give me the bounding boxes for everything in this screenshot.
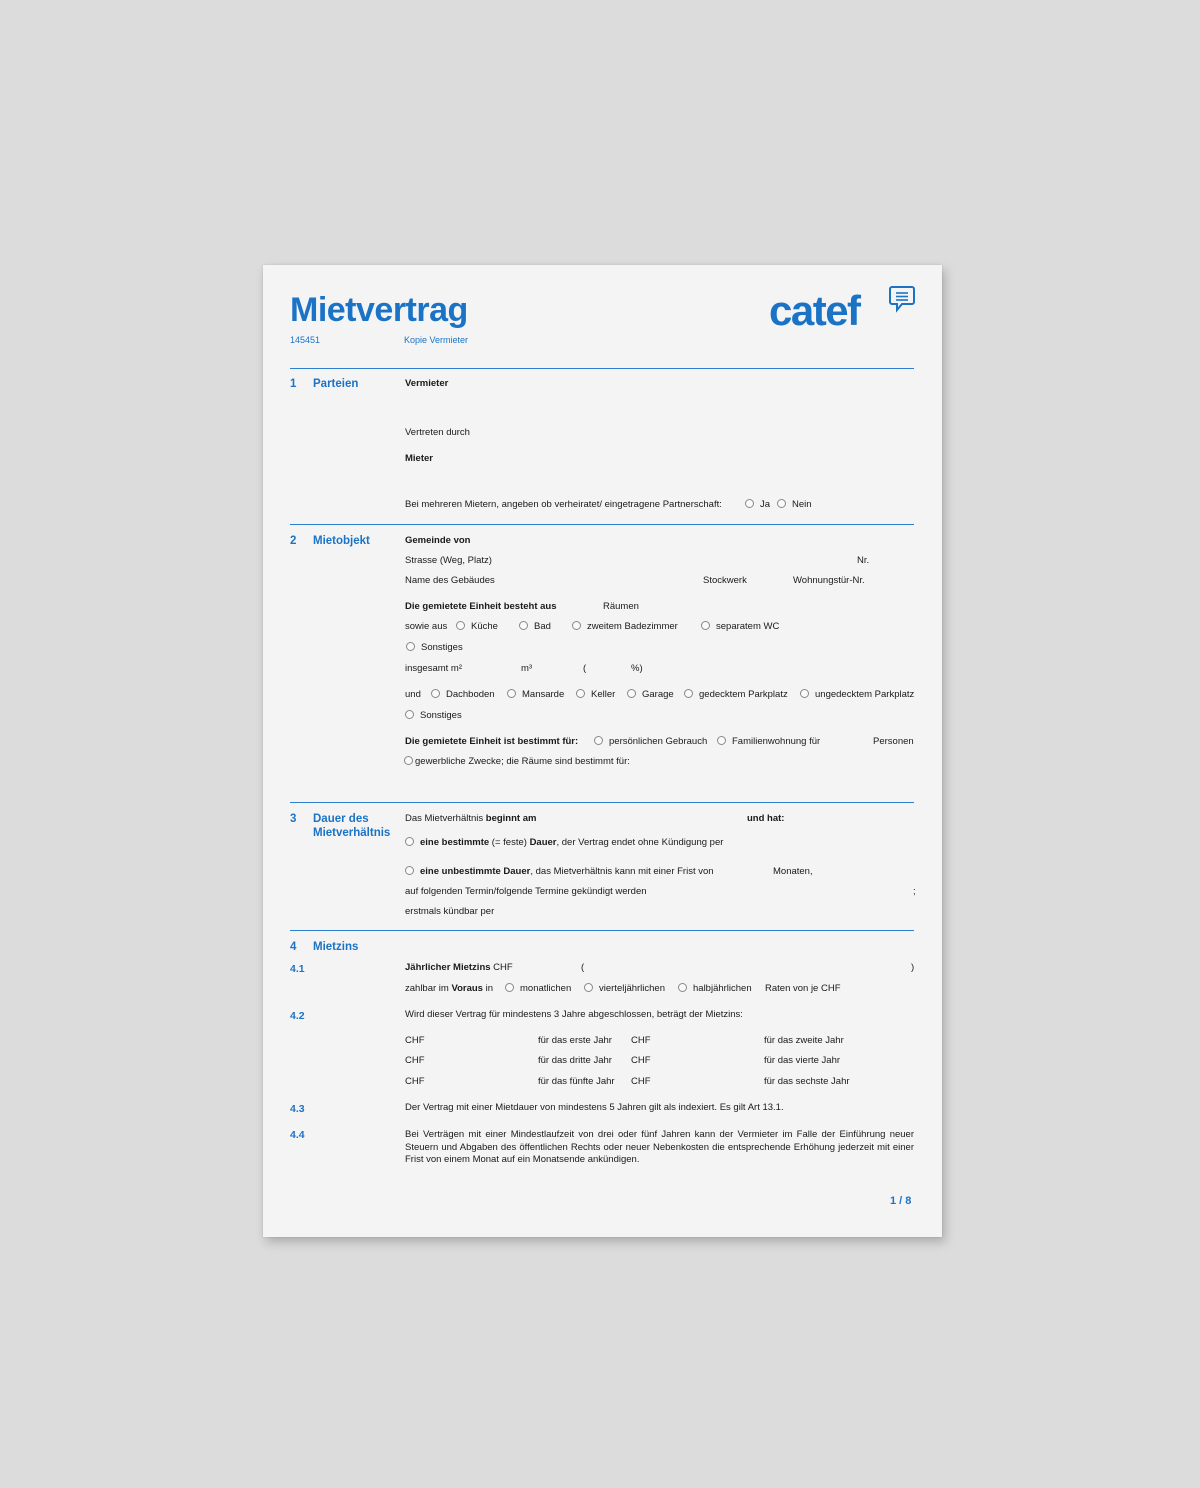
section-2-number: 2 bbox=[290, 535, 297, 547]
zahlbar-label: zahlbar im Voraus in bbox=[405, 983, 494, 994]
radio-ja[interactable] bbox=[745, 499, 754, 508]
insgesamt-label: insgesamt m² bbox=[405, 663, 463, 674]
copy-label: Kopie Vermieter bbox=[404, 335, 469, 345]
option-badezimmer[interactable]: zweitem Badezimmer bbox=[572, 621, 678, 633]
sowie-label: sowie aus bbox=[405, 621, 448, 632]
option-sonstiges-2[interactable]: Sonstiges bbox=[405, 710, 462, 722]
section-3-title-line1: Dauer des bbox=[313, 813, 369, 825]
contract-page bbox=[263, 265, 942, 1237]
radio-monatlich[interactable] bbox=[505, 983, 514, 992]
divider bbox=[290, 802, 914, 803]
semicolon: ; bbox=[913, 886, 916, 897]
section-3-number: 3 bbox=[290, 813, 297, 825]
chf-label: CHF bbox=[631, 1055, 651, 1066]
radio-mansarde[interactable] bbox=[507, 689, 516, 698]
radio-sonstiges-2[interactable] bbox=[405, 710, 414, 719]
termin-label: auf folgenden Termin/folgende Termine gekündigt werden bbox=[405, 886, 647, 897]
radio-badezimmer[interactable] bbox=[572, 621, 581, 630]
indexiert-text: Der Vertrag mit einer Mietdauer von mindestens 5 Jahren gilt als indexiert. Es gilt Art 13.1. bbox=[405, 1102, 784, 1113]
section-4-number: 4 bbox=[290, 941, 297, 953]
section-1-number: 1 bbox=[290, 378, 297, 390]
option-gewerblich[interactable]: gewerbliche Zwecke; die Räume sind bestimmt für: bbox=[404, 756, 630, 768]
jahr5-label: für das fünfte Jahr bbox=[538, 1076, 615, 1087]
jahr6-label: für das sechste Jahr bbox=[764, 1076, 850, 1087]
section-4-title: Mietzins bbox=[313, 941, 359, 953]
stockwerk-label: Stockwerk bbox=[703, 575, 747, 586]
jaehrlich-label: Jährlicher Mietzins CHF bbox=[405, 962, 513, 973]
radio-kueche[interactable] bbox=[456, 621, 465, 630]
radio-viertel[interactable] bbox=[584, 983, 593, 992]
jahr4-label: für das vierte Jahr bbox=[764, 1055, 841, 1066]
paren-open: ( bbox=[583, 663, 587, 674]
personen-label: Personen bbox=[873, 736, 914, 747]
option-bestimmte-dauer[interactable]: eine bestimmte (= feste) Dauer, der Vertrag endet ohne Kündigung per bbox=[405, 837, 723, 849]
page-title: Mietvertrag bbox=[290, 291, 468, 329]
option-halb[interactable]: halbjährlichen bbox=[678, 983, 752, 995]
erstmals-label: erstmals kündbar per bbox=[405, 906, 495, 917]
radio-gedeckt[interactable] bbox=[684, 689, 693, 698]
option-ungedeckt[interactable]: ungedecktem Parkplatz bbox=[800, 689, 914, 701]
option-persoenlich[interactable]: persönlichen Gebrauch bbox=[594, 736, 707, 748]
wohnungstuer-label: Wohnungstür-Nr. bbox=[793, 575, 865, 586]
option-bad[interactable]: Bad bbox=[519, 621, 551, 633]
radio-garage[interactable] bbox=[627, 689, 636, 698]
m3-label: m³ bbox=[521, 663, 533, 674]
option-wc[interactable]: separatem WC bbox=[701, 621, 779, 633]
radio-nein[interactable] bbox=[777, 499, 786, 508]
und-label: und bbox=[405, 689, 421, 700]
divider bbox=[290, 930, 914, 931]
option-ja[interactable]: Ja bbox=[745, 499, 770, 511]
partnerschaft-question: Bei mehreren Mietern, angeben ob verheiratet/ eingetragene Partnerschaft: bbox=[405, 499, 722, 510]
option-unbestimmte-dauer[interactable]: eine unbestimmte Dauer, das Mietverhältnis kann mit einer Frist von bbox=[405, 866, 714, 878]
section-2-title: Mietobjekt bbox=[313, 535, 370, 547]
jahr1-label: für das erste Jahr bbox=[538, 1035, 612, 1046]
radio-gewerblich[interactable] bbox=[404, 756, 413, 765]
divider bbox=[290, 368, 914, 369]
vertreten-label: Vertreten durch bbox=[405, 427, 470, 438]
option-garage[interactable]: Garage bbox=[627, 689, 674, 701]
paren-open: ( bbox=[581, 962, 585, 973]
radio-sonstiges-1[interactable] bbox=[406, 642, 415, 651]
jahr3-label: für das dritte Jahr bbox=[538, 1055, 612, 1066]
option-kueche[interactable]: Küche bbox=[456, 621, 498, 633]
einheit-label: Die gemietete Einheit besteht aus bbox=[405, 601, 557, 612]
und-hat-label: und hat: bbox=[747, 813, 785, 824]
logo: catef bbox=[769, 287, 860, 334]
pct-label: %) bbox=[631, 663, 643, 674]
bestimmt-label: Die gemietete Einheit ist bestimmt für: bbox=[405, 736, 579, 747]
chf-label: CHF bbox=[405, 1076, 425, 1087]
option-viertel[interactable]: vierteljährlichen bbox=[584, 983, 665, 995]
beginnt-label: Das Mietverhältnis beginnt am bbox=[405, 813, 537, 824]
option-gedeckt[interactable]: gedecktem Parkplatz bbox=[684, 689, 788, 701]
option-keller[interactable]: Keller bbox=[576, 689, 615, 701]
gebaeude-label: Name des Gebäudes bbox=[405, 575, 495, 586]
radio-familie[interactable] bbox=[717, 736, 726, 745]
option-mansarde[interactable]: Mansarde bbox=[507, 689, 564, 701]
subsection-4-1: 4.1 bbox=[290, 963, 305, 975]
radio-wc[interactable] bbox=[701, 621, 710, 630]
monaten-label: Monaten, bbox=[773, 866, 813, 877]
option-sonstiges-1[interactable]: Sonstiges bbox=[406, 642, 463, 654]
radio-keller[interactable] bbox=[576, 689, 585, 698]
radio-persoenlich[interactable] bbox=[594, 736, 603, 745]
section-1-title: Parteien bbox=[313, 378, 359, 390]
radio-dachboden[interactable] bbox=[431, 689, 440, 698]
wird-label: Wird dieser Vertrag für mindestens 3 Jahre abgeschlossen, beträgt der Mietzins: bbox=[405, 1009, 743, 1020]
chf-label: CHF bbox=[405, 1035, 425, 1046]
nr-label: Nr. bbox=[857, 555, 870, 566]
divider bbox=[290, 524, 914, 525]
paren-close: ) bbox=[911, 962, 915, 973]
option-familie[interactable]: Familienwohnung für bbox=[717, 736, 820, 748]
raten-label: Raten von je CHF bbox=[765, 983, 841, 994]
doc-number: 145451 bbox=[290, 335, 321, 345]
option-nein[interactable]: Nein bbox=[777, 499, 812, 511]
raeumen-label: Räumen bbox=[603, 601, 639, 612]
radio-ungedeckt[interactable] bbox=[800, 689, 809, 698]
radio-bestimmte-dauer[interactable] bbox=[405, 837, 414, 846]
subsection-4-3: 4.3 bbox=[290, 1103, 305, 1115]
mieter-label: Mieter bbox=[405, 453, 433, 464]
chf-label: CHF bbox=[405, 1055, 425, 1066]
chf-label: CHF bbox=[631, 1076, 651, 1087]
radio-halb[interactable] bbox=[678, 983, 687, 992]
option-dachboden[interactable]: Dachboden bbox=[431, 689, 495, 701]
speech-bubble-icon bbox=[888, 284, 916, 314]
strasse-label: Strasse (Weg, Platz) bbox=[405, 555, 492, 566]
radio-unbestimmte-dauer[interactable] bbox=[405, 866, 414, 875]
page-number: 1 / 8 bbox=[890, 1195, 912, 1207]
vertraege-text: Bei Verträgen mit einer Mindestlaufzeit von drei oder fünf Jahren kann der Vermieter im Falle der Einführung neuer Steuern und Abgaben des öffentlichen Rechts oder neuer Nebenkosten die entsprechende Erhöhung jederzeit mit einer Frist von einem Monat auf ein Monatsende ankündigen. bbox=[405, 1129, 914, 1165]
gemeinde-label: Gemeinde von bbox=[405, 535, 471, 546]
vermieter-label: Vermieter bbox=[405, 378, 449, 389]
chf-label: CHF bbox=[631, 1035, 651, 1046]
radio-bad[interactable] bbox=[519, 621, 528, 630]
option-monatlich[interactable]: monatlichen bbox=[505, 983, 571, 995]
jahr2-label: für das zweite Jahr bbox=[764, 1035, 844, 1046]
subsection-4-2: 4.2 bbox=[290, 1010, 305, 1022]
section-3-title-line2: Mietverhältnis bbox=[313, 827, 391, 839]
subsection-4-4: 4.4 bbox=[290, 1129, 305, 1141]
